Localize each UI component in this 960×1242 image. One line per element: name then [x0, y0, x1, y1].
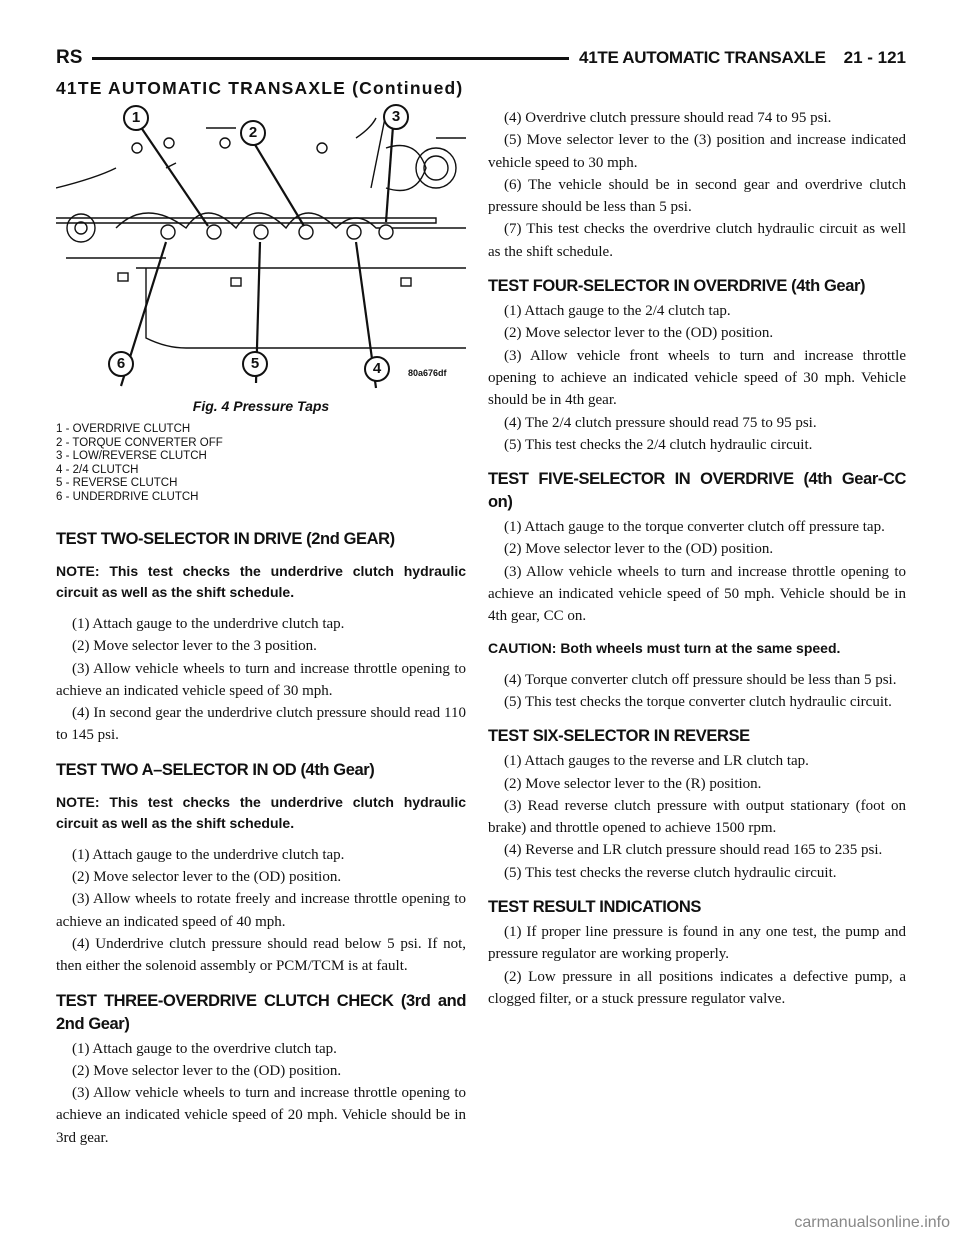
step-text: (3) Allow vehicle front wheels to turn and increase throttle opening to achieve an indicated vehicle speed of 30 mph. Vehicle should be in 4th gear.	[488, 347, 906, 409]
step-text: (6) The vehicle should be in second gear and overdrive clutch pressure should be less than 5 psi.	[488, 176, 906, 216]
step-text: (3) Allow vehicle wheels to turn and increase throttle opening to achieve an indicated vehicle speed of 30 mph.	[56, 660, 466, 699]
step-text: (1) Attach gauge to the underdrive clutch tap.	[72, 616, 345, 632]
note-text: CAUTION: Both wheels must turn at the same speed.	[488, 639, 841, 656]
test-heading: TEST TWO-SELECTOR IN DRIVE (2nd GEAR)	[56, 530, 395, 548]
step-text: (5) This test checks the torque converter clutch hydraulic circuit.	[504, 693, 892, 710]
header-title: 41TE AUTOMATIC TRANSAXLE	[579, 48, 826, 67]
test-heading: TEST TWO A–SELECTOR IN OD (4th Gear)	[56, 760, 375, 779]
step-text: (2) Move selector lever to the (OD) position.	[72, 869, 342, 886]
right-column	[488, 107, 906, 1010]
note-text: NOTE: This test checks the underdrive clutch hydraulic circuit as well as the shift schedule.	[56, 563, 466, 600]
step-text: (4) Overdrive clutch pressure should read 74 to 95 psi.	[504, 110, 832, 126]
step-text: (7) This test checks the overdrive clutch hydraulic circuit as well as the shift schedule.	[488, 221, 906, 260]
step-text: (5) Move selector lever to the (3) position and increase indicated vehicle speed to 30 mph.	[488, 132, 906, 171]
step-text: (4) In second gear the underdrive clutch pressure should read 110 to 145 psi.	[56, 705, 466, 744]
legend-item: 3 - LOW/REVERSE CLUTCH	[56, 450, 207, 463]
step-text: (1) Attach gauge to the underdrive clutch tap.	[72, 846, 345, 863]
page-header	[56, 46, 906, 70]
legend-item: 5 - REVERSE CLUTCH	[56, 477, 178, 490]
callout-3: 3	[383, 104, 409, 130]
note-text: NOTE: This test checks the underdrive clutch hydraulic circuit as well as the shift schedule.	[56, 793, 466, 831]
callout-6: 6	[108, 351, 134, 377]
step-text: (4) Underdrive clutch pressure should read below 5 psi. If not, then either the solenoid assembly or PCM/TCM is at fault.	[56, 935, 466, 975]
test-heading: TEST SIX-SELECTOR IN REVERSE	[488, 727, 750, 746]
step-text: (3) Allow vehicle wheels to turn and increase throttle opening to achieve an indicated vehicle speed of 50 mph. Vehicle should be in 4th gear, CC on.	[488, 563, 906, 625]
test-heading: TEST RESULT INDICATIONS	[488, 898, 701, 917]
step-text: (2) Low pressure in all positions indicates a defective pump, a clogged filter, or a stuck pressure regulator valve.	[488, 968, 906, 1007]
test-heading: TEST FIVE-SELECTOR IN OVERDRIVE (4th Gear-CC on)	[488, 470, 906, 512]
test-heading: TEST THREE-OVERDRIVE CLUTCH CHECK (3rd and 2nd Gear)	[56, 991, 466, 1033]
legend-item: 2 - TORQUE CONVERTER OFF	[56, 436, 223, 449]
step-text: (1) Attach gauge to the overdrive clutch tap.	[72, 1040, 337, 1057]
step-text: (2) Move selector lever to the 3 position.	[72, 638, 317, 655]
step-text: (1) Attach gauges to the reverse and LR clutch tap.	[504, 753, 809, 770]
left-column	[56, 528, 466, 1149]
step-text: (4) The 2/4 clutch pressure should read 75 to 95 psi.	[504, 414, 817, 431]
step-text: (2) Move selector lever to the (OD) position.	[72, 1062, 342, 1079]
callout-4: 4	[364, 356, 390, 382]
header-rule	[92, 57, 569, 60]
legend-item: 6 - UNDERDRIVE CLUTCH	[56, 490, 199, 503]
page-number: 21 - 121	[843, 48, 906, 67]
step-text: (1) Attach gauge to the 2/4 clutch tap.	[504, 303, 731, 320]
figure-code: 80a676df	[408, 368, 447, 378]
watermark: carmanualsonline.info	[794, 1214, 950, 1231]
step-text: (1) Attach gauge to the torque converter clutch off pressure tap.	[504, 519, 885, 536]
step-text: (1) If proper line pressure is found in any one test, the pump and pressure regulator are working properly.	[488, 924, 906, 963]
legend-item: 1 - OVERDRIVE CLUTCH	[56, 423, 191, 435]
step-text: (2) Move selector lever to the (OD) position.	[504, 325, 774, 342]
callout-1: 1	[123, 105, 149, 131]
pressure-taps-figure	[56, 108, 466, 398]
step-text: (2) Move selector lever to the (R) position.	[504, 775, 762, 792]
figure-caption: Fig. 4 Pressure Taps	[192, 398, 330, 414]
section-heading: 41TE AUTOMATIC TRANSAXLE (Continued)	[56, 78, 464, 98]
callout-5: 5	[242, 351, 268, 377]
callout-2: 2	[240, 120, 266, 146]
step-text: (3) Allow wheels to rotate freely and increase throttle opening to achieve an indicated speed of 40 mph.	[56, 891, 466, 930]
step-text: (2) Move selector lever to the (OD) position.	[504, 541, 774, 558]
step-text: (4) Torque converter clutch off pressure should be less than 5 psi.	[504, 671, 897, 688]
step-text: (3) Allow vehicle wheels to turn and increase throttle opening to achieve an indicated vehicle speed of 20 mph. Vehicle should be in 3rd gear.	[56, 1085, 466, 1146]
step-text: (4) Reverse and LR clutch pressure should read 165 to 235 psi.	[504, 842, 883, 859]
step-text: (3) Read reverse clutch pressure with output stationary (foot on brake) and throttle opened to achieve 1500 rpm.	[488, 797, 906, 837]
figure-legend	[56, 423, 223, 505]
test-heading: TEST FOUR-SELECTOR IN OVERDRIVE (4th Gear)	[488, 277, 866, 296]
legend-item: 4 - 2/4 CLUTCH	[56, 463, 139, 476]
section-code: RS	[56, 47, 83, 68]
step-text: (5) This test checks the reverse clutch hydraulic circuit.	[504, 864, 837, 881]
step-text: (5) This test checks the 2/4 clutch hydraulic circuit.	[504, 436, 813, 453]
